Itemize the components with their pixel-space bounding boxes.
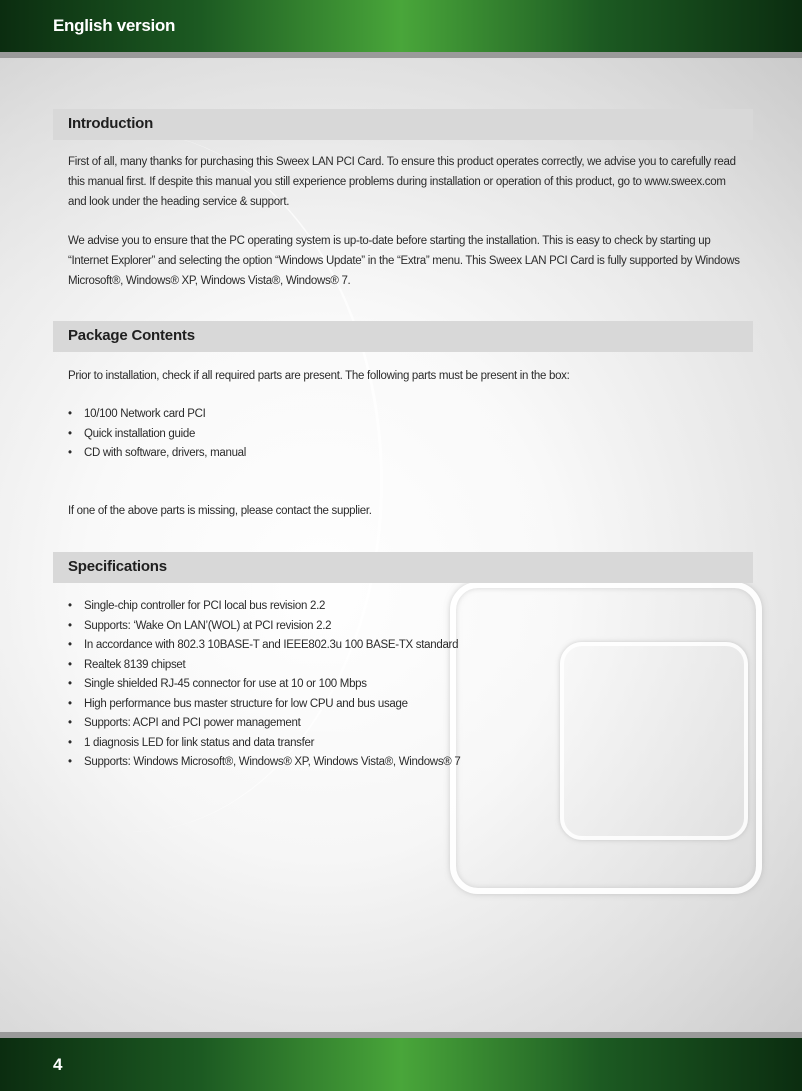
list-item: • Supports: ‘Wake On LAN’(WOL) at PCI revision 2.2 — [68, 617, 460, 637]
section-header-specifications — [53, 552, 753, 583]
section-header-package-contents — [53, 321, 753, 352]
section-title-package-contents: Package Contents — [68, 327, 195, 344]
specifications-list — [68, 597, 460, 773]
list-item: • Quick installation guide — [68, 425, 246, 445]
package-intro: Prior to installation, check if all required parts are present. The following parts must be present in the box: — [68, 370, 570, 382]
package-missing-note: If one of the above parts is missing, please contact the supplier. — [68, 505, 372, 517]
list-item: • Single-chip controller for PCI local bus revision 2.2 — [68, 597, 460, 617]
intro-paragraph-2: We advise you to ensure that the PC operating system is up-to-date before starting the installation. This is easy to check by starting up “Internet Explorer” and selecting the option “Windows Update” in the “Extra” menu. This Sweex LAN PCI Card is fully supported by Windows Microsoft®, Windows® XP, Windows Vista®, Windows® 7. — [68, 235, 740, 287]
background-frame-small — [560, 642, 748, 840]
list-item: • Supports: Windows Microsoft®, Windows® XP, Windows Vista®, Windows® 7 — [68, 753, 460, 773]
intro-paragraph-1: First of all, many thanks for purchasing this Sweex LAN PCI Card. To ensure this product operates correctly, we advise you to carefully read this manual first. If despite this manual you still experience problems during installation or operation of this product, go to www.sweex.com and look under the heading service & support. — [68, 156, 736, 208]
list-item: • High performance bus master structure for low CPU and bus usage — [68, 695, 460, 715]
package-list — [68, 405, 246, 464]
section-header-introduction — [53, 109, 753, 140]
header-divider — [0, 52, 802, 58]
header-bar — [0, 0, 802, 52]
page-number: 4 — [53, 1055, 63, 1074]
list-item: • In accordance with 802.3 10BASE-T and IEEE802.3u 100 BASE-TX standard — [68, 636, 460, 656]
list-item: • 1 diagnosis LED for link status and data transfer — [68, 734, 460, 754]
list-item: • Supports: ACPI and PCI power management — [68, 714, 460, 734]
list-item: • Realtek 8139 chipset — [68, 656, 460, 676]
header-title: English version — [53, 16, 176, 35]
list-item: • Single shielded RJ-45 connector for use at 10 or 100 Mbps — [68, 675, 460, 695]
list-item: • 10/100 Network card PCI — [68, 405, 246, 425]
list-item: • CD with software, drivers, manual — [68, 444, 246, 464]
section-title-introduction: Introduction — [68, 115, 154, 132]
footer-bar — [0, 1038, 802, 1091]
section-title-specifications: Specifications — [68, 558, 167, 575]
